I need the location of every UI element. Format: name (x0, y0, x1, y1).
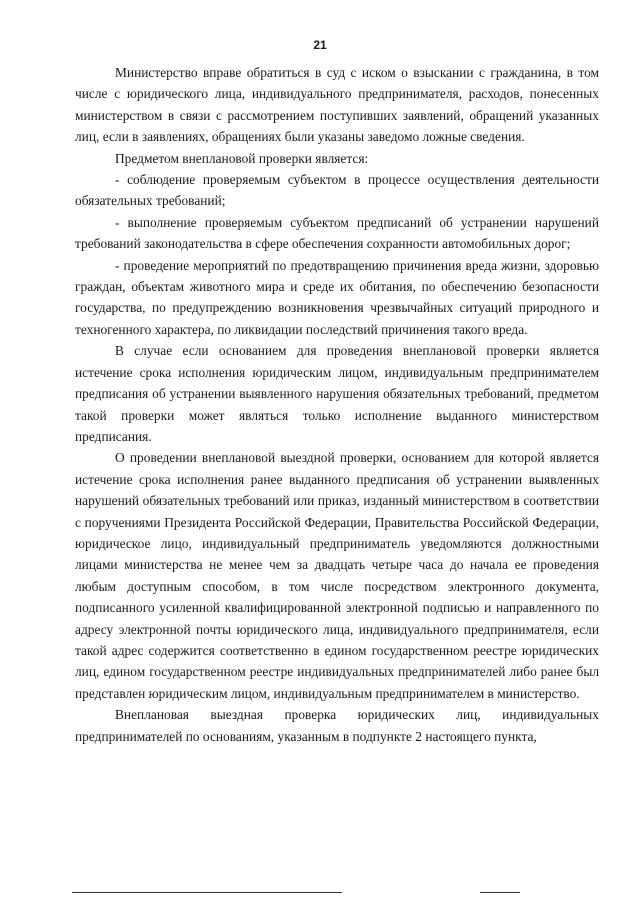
list-item-compliance: - соблюдение проверяемым субъектом в процессе осуществления деятельности обязательных требований; (75, 172, 599, 209)
paragraph-unscheduled-inspection: Внеплановая выездная проверка юридических лиц, индивидуальных предпринимателей по основаниям, указанным в подпункте 2 настоящего пункта, (75, 707, 599, 744)
list-item-prescriptions: - выполнение проверяемым субъектом предписаний об устранении нарушений требований законодательства в сфере обеспечения сохранности автомобильных дорог; (75, 214, 599, 252)
document-body (75, 62, 599, 747)
footer-divider-right (480, 892, 520, 893)
paragraph-notification: О проведении внеплановой выездной проверки, основанием для которой является истечение срока исполнения ранее выданного предписания об устранении выявленных нарушений обязательных требований или приказ, изданный министерством в соответствии с поручениями Президента Российской Федерации, Правительства Российской Федерации, юридическое лицо, индивидуальный предприниматель уведомляются должностными лицами министерства не менее чем за двадцать четыре часа до начала ее проведения любым доступным способом, в том числе посредством электронного документа, подписанного усиленной квалифицированной электронной подписью и направленного по адресу электронной почты юридического лица, индивидуального предпринимателя, если такой адрес содержится соответственно в едином государственном реестре юридических лиц, едином государственном реестре индивидуальных предпринимателей либо ранее был представлен юридическим лицом, индивидуальным предпринимателем в министерство. (75, 450, 599, 701)
paragraph-ministry-lawsuit: Министерство вправе обратиться в суд с иском о взыскании с гражданина, в том числе с юридического лица, индивидуального предпринимателя, расходов, понесенных министерством в связи с рассмотрением поступивших заявлений, обращений указанных лиц, если в заявлениях, обращениях были указаны заведомо ложные сведения. (75, 65, 599, 145)
list-item-harm-prevention: - проведение мероприятий по предотвращению причинения вреда жизни, здоровью граждан, объектам животного мира и среде их обитания, по обеспечению безопасности государства, по предупреждению возникновения чрезвычайных ситуаций природного и техногенного характера, по ликвидации последствий причинения такого вреда. (75, 257, 599, 337)
paragraph-inspection-subject: Предметом внеплановой проверки является: (115, 150, 369, 166)
paragraph-prescription-deadline: В случае если основанием для проведения внеплановой проверки является истечение срока исполнения юридическим лицом, индивидуальным предпринимателем предписания об устранении выявленного нарушения обязательных требований, предметом такой проверки может являться только исполнение выданного министерством предписания. (75, 343, 599, 444)
footer-divider-left (72, 892, 342, 893)
page-number: 21 (313, 38, 327, 52)
